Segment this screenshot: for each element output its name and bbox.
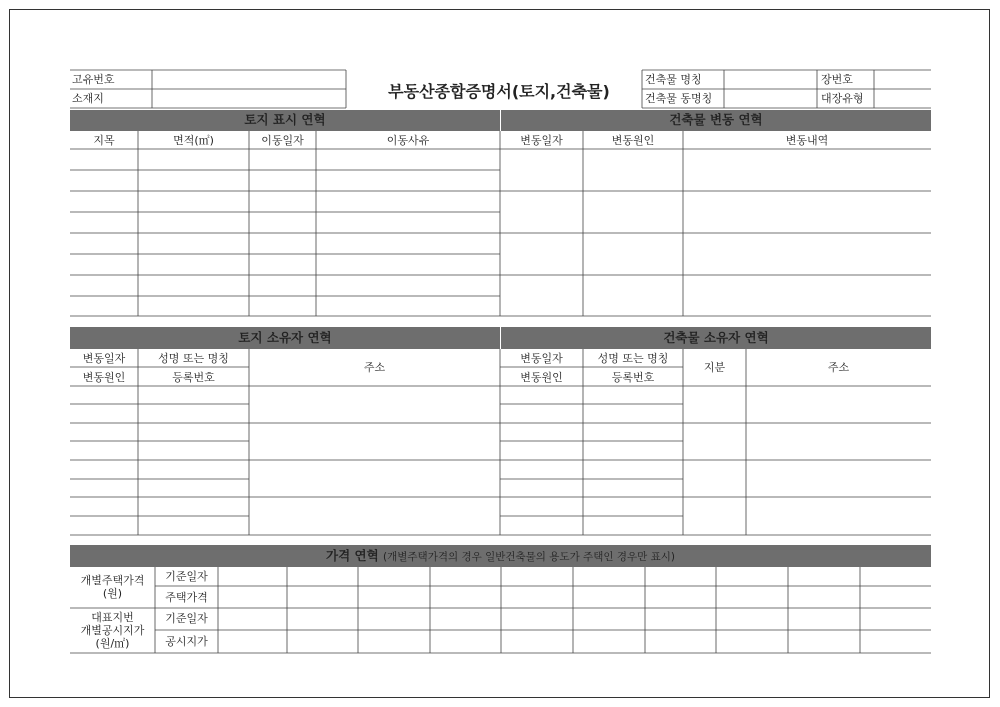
house-base-date-label: 기준일자 [165, 570, 208, 583]
col-change-date: 변동일자 [520, 134, 563, 147]
price-history-heading: 가격 연혁 [326, 548, 379, 563]
building-owner-col-regno: 등록번호 [611, 371, 655, 384]
label-location: 소재지 [72, 92, 104, 105]
rep-lot-label: 대표지번 [91, 611, 134, 624]
land-owner-col-regno: 등록번호 [172, 371, 215, 384]
col-area: 면적(㎡) [173, 134, 214, 147]
col-move-date: 이동일자 [261, 134, 304, 147]
col-change-detail: 변동내역 [785, 134, 829, 147]
building-owner-col-share: 지분 [703, 361, 726, 374]
label-sheet-no: 장번호 [821, 73, 853, 86]
col-move-reason: 이동사유 [386, 134, 430, 147]
land-price-value-label: 공시지가 [165, 635, 208, 648]
building-owner-col-cause: 변동원인 [520, 371, 563, 384]
building-owner-heading: 건축물 소유자 연혁 [663, 330, 769, 345]
col-land-category: 지목 [93, 134, 115, 147]
land-owner-col-cause: 변동원인 [82, 371, 126, 384]
label-unique-no: 고유번호 [72, 73, 115, 86]
label-building-dong: 건축물 동명칭 [645, 92, 713, 105]
land-price-unit: (원/㎡) [95, 637, 130, 650]
land-owner-col-address: 주소 [363, 361, 386, 374]
label-building-name: 건축물 명칭 [645, 73, 702, 86]
document-title: 부동산종합증명서(토지,건축물) [388, 82, 610, 101]
building-owner-col-name: 성명 또는 명칭 [597, 352, 669, 365]
price-history-heading-wrap [70, 550, 931, 563]
land-owner-col-date: 변동일자 [82, 352, 126, 365]
house-price-label: 개별주택가격 [80, 574, 145, 587]
price-history-note: (개별주택가격의 경우 일반건축물의 용도가 주택인 경우만 표시) [383, 551, 675, 563]
house-price-value-label: 주택가격 [165, 591, 208, 604]
building-history-heading: 건축물 변동 연혁 [669, 112, 763, 127]
land-base-date-label: 기준일자 [165, 612, 208, 625]
house-price-unit: (원) [102, 587, 123, 600]
land-history-heading: 토지 표시 연혁 [244, 112, 326, 127]
land-owner-heading: 토지 소유자 연혁 [238, 330, 332, 345]
label-ledger-type: 대장유형 [821, 92, 864, 105]
land-price-label: 개별공시지가 [80, 624, 145, 637]
col-change-cause: 변동원인 [611, 134, 655, 147]
building-owner-col-address: 주소 [827, 361, 850, 374]
building-owner-col-date: 변동일자 [520, 352, 563, 365]
land-owner-col-name: 성명 또는 명칭 [158, 352, 229, 365]
